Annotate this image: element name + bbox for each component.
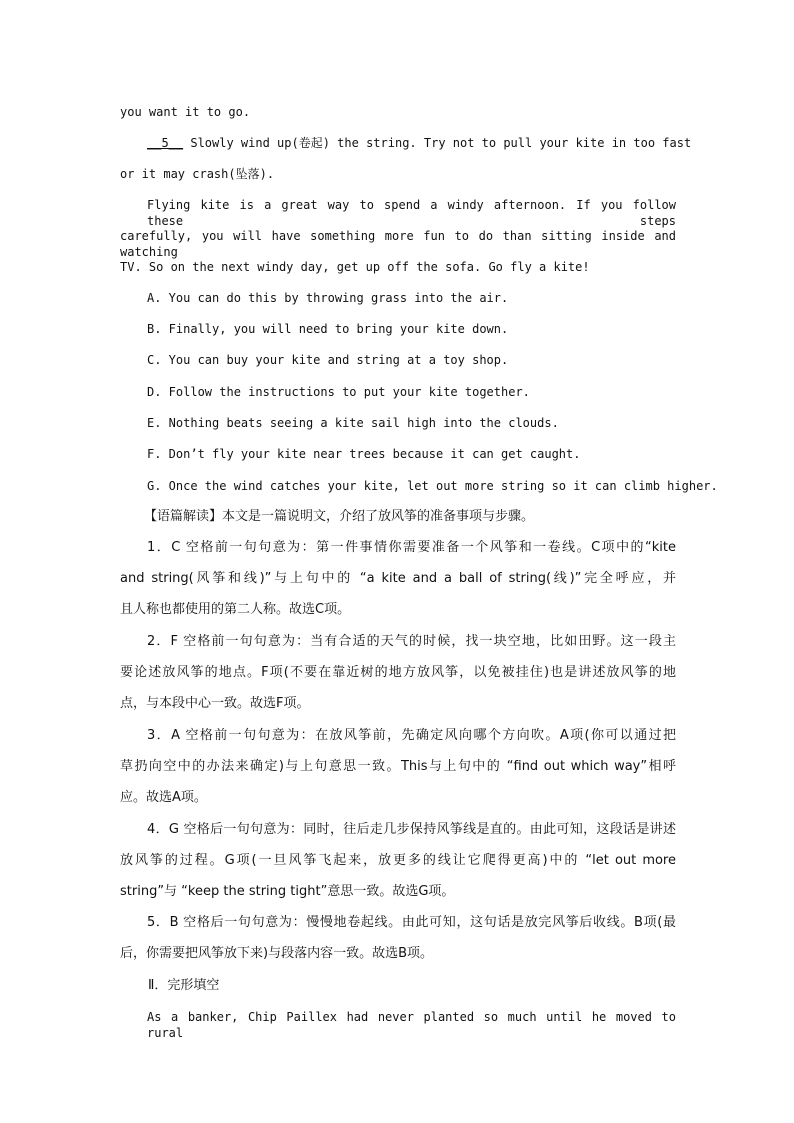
step5-text: Slowly wind up(卷起) the string. Try not to pull your kite in too fast xyxy=(183,136,692,150)
answer-5-line: 后，你需要把风筝放下来)与段落内容一致。故选B项。 xyxy=(120,946,433,961)
closing-line: TV. So on the next windy day, get up off the sofa. Go fly a kite! xyxy=(120,260,590,274)
answer-4-line: string”与 “keep the string tight”意思一致。故选G项。 xyxy=(120,884,455,899)
option-a: A. You can do this by throwing grass into the air. xyxy=(147,291,509,305)
answer-1-line: 1．C 空格前一句句意为：第一件事情你需要准备一个风筝和一卷线。C项中的“kite xyxy=(147,540,676,555)
answer-3-line: 3．A 空格前一句句意为：在放风筝前，先确定风向哪个方向吹。A项(你可以通过把 xyxy=(147,728,676,743)
option-c: C. You can buy your kite and string at a toy shop. xyxy=(147,353,509,367)
answer-3-line: 草扔向空中的办法来确定)与上句意思一致。This与上句中的 “find out which way”相呼 xyxy=(120,759,676,774)
answer-4-line: 放风筝的过程。G项(一旦风筝飞起来，放更多的线让它爬得更高)中的 “let out more xyxy=(120,853,676,868)
closing-line: carefully, you will have something more fun to do than sitting inside and watching xyxy=(120,229,676,259)
step5-line xyxy=(147,135,692,151)
option-d: D. Follow the instructions to put your kite together. xyxy=(147,385,530,399)
answer-1-line: and string(风筝和线)”与上句中的 “a kite and a ball of string(线)”完全呼应，并 xyxy=(120,571,676,586)
answer-2-line: 要论述放风筝的地点。F项(不要在靠近树的地方放风筝，以免被挂住)也是讲述放风筝的地 xyxy=(120,665,676,680)
section-heading: Ⅱ．完形填空 xyxy=(148,978,220,993)
passage-line: or it may crash(坠落). xyxy=(120,167,275,181)
option-g: G. Once the wind catches your kite, let out more string so it can climb higher. xyxy=(147,479,718,493)
answer-4-line: 4．G 空格后一句句意为：同时，往后走几步保持风筝线是直的。由此可知，这段话是讲述 xyxy=(147,822,676,837)
answer-3-line: 应。故选A项。 xyxy=(120,790,207,805)
cloze-first-line: As a banker, Chip Paillex had never planted so much until he moved to rural xyxy=(147,1010,676,1040)
answer-blank: __5__ xyxy=(147,136,184,150)
option-e: E. Nothing beats seeing a kite sail high into the clouds. xyxy=(147,416,559,430)
answer-1-line: 且人称也都使用的第二人称。故选C项。 xyxy=(120,602,351,617)
answer-5-line: 5．B 空格后一句句意为：慢慢地卷起线。由此可知，这句话是放完风筝后收线。B项(最 xyxy=(147,915,677,930)
passage-line: you want it to go. xyxy=(120,105,251,119)
option-b: B. Finally, you will need to bring your kite down. xyxy=(147,322,509,336)
answer-2-line: 2．F 空格前一句句意为：当有合适的天气的时候，找一块空地，比如田野。这一段主 xyxy=(147,634,676,649)
option-f: F. Don’t fly your kite near trees because it can get caught. xyxy=(147,447,581,461)
answer-2-line: 点，与本段中心一致。故选F项。 xyxy=(120,696,310,711)
closing-line: Flying kite is a great way to spend a windy afternoon. If you follow these steps xyxy=(147,198,676,228)
analysis-heading: 【语篇解读】本文是一篇说明文，介绍了放风筝的准备事项与步骤。 xyxy=(144,509,535,524)
